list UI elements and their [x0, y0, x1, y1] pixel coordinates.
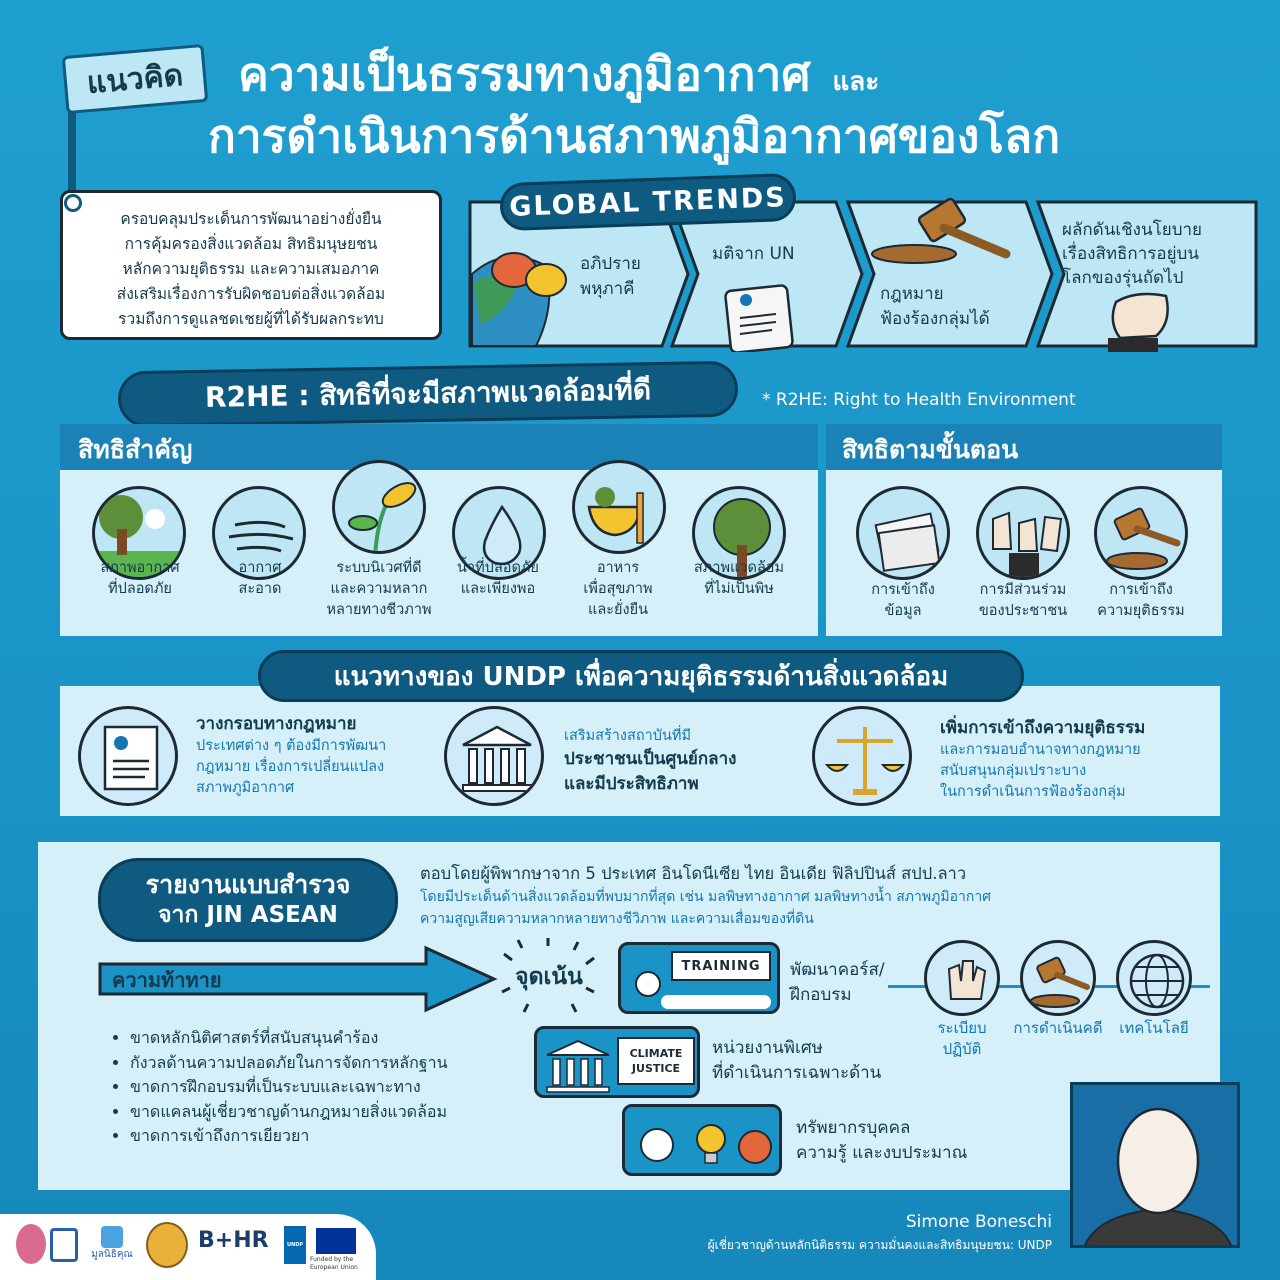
survey-line3: ความสูญเสียความหลากหลายทางชีวิภาพ และความเสื่อมของที่ดิน	[420, 911, 814, 927]
focus-1-label	[790, 958, 930, 1008]
expert-portrait	[1070, 1082, 1240, 1248]
eu-funded-text: Funded by the European Union	[310, 1256, 358, 1271]
undp-item-1-desc2: กฎหมาย เรื่องการเปลี่ยนแปลง	[196, 759, 385, 775]
procedural-right-1-line2: ข้อมูล	[884, 603, 922, 619]
challenge-list	[108, 1026, 518, 1149]
procedure-hand-icon	[924, 940, 1000, 1016]
trend-step-1-line2: พหุภาคี	[580, 279, 635, 299]
undp-item-3-head: เพิ่มการเข้าถึงความยุติธรรม	[940, 718, 1146, 738]
climate-justice-sign-line2: JUSTICE	[631, 1062, 681, 1075]
focus-2-label	[712, 1036, 912, 1086]
undp-item-1-head: วางกรอบทางกฎหมาย	[196, 714, 357, 734]
key-right-3-line3: หลายทางชีวภาพ	[326, 602, 432, 618]
survey-line2: โดยมีประเด็นด้านสิ่งแวดล้อมที่พบมากที่สุด เช่น มลพิษทางอากาศ มลพิษทางน้ำ สภาพภูมิอากาศ	[420, 889, 992, 905]
challenge-item: • ขาดหลักนิติศาสตร์ที่สนับสนุนคำร้อง	[130, 1026, 518, 1051]
undp-item-2-head2: และมีประสิทธิภาพ	[564, 774, 699, 794]
mulnithikhun-logo	[88, 1226, 136, 1270]
training-part-3-line1: เทคโนโลยี	[1119, 1019, 1189, 1037]
challenge-item: • ขาดแคลนผู้เชี่ยวชาญด้านกฎหมายสิ่งแวดล้อม	[130, 1100, 518, 1125]
procedural-right-1-line1: การเข้าถึง	[871, 582, 935, 598]
training-part-2-caption	[1004, 1018, 1112, 1039]
expert-name: Simone Boneschi	[905, 1212, 1052, 1232]
undp-item-1-desc3: สภาพภูมิอากาศ	[196, 780, 295, 796]
key-rights-title: สิทธิสำคัญ	[78, 435, 193, 464]
undp-logo	[284, 1226, 306, 1264]
survey-title	[98, 858, 398, 942]
global-trends-title: GLOBAL TRENDS	[499, 173, 796, 231]
judiciary-seal-logo	[146, 1222, 188, 1268]
page-title-and: และ	[832, 67, 880, 97]
institute-logo	[16, 1224, 46, 1264]
key-right-5-line3: และยั่งยืน	[587, 602, 648, 618]
undp-item-3	[940, 716, 1200, 803]
training-part-1-line1: ระเบียบ	[937, 1019, 987, 1037]
undp-item-2-pre: เสริมสร้างสถาบันที่มี	[564, 728, 692, 744]
key-right-2-line2: อากาศ	[238, 560, 282, 576]
foundation-logo	[50, 1228, 78, 1262]
procedural-right-2-line1: การมีส่วนร่วม	[979, 582, 1067, 598]
undp-title: แนวทางของ UNDP เพื่อความยุติธรรมด้านสิ่งแวดล้อม	[258, 650, 1024, 702]
trend-step-4-line2: เรื่องสิทธิการอยู่บน	[1062, 244, 1199, 264]
key-right-6-line2: สภาพแวดล้อม	[693, 560, 785, 576]
climate-justice-sign	[617, 1037, 695, 1085]
survey-title-line2: จาก JIN ASEAN	[158, 902, 338, 928]
justice-gavel-icon	[1094, 486, 1188, 580]
key-right-4-line3: และเพียงพอ	[460, 581, 536, 597]
focus-burst-icon	[494, 936, 604, 1018]
training-part-1-caption	[916, 1018, 1008, 1060]
undp-item-1-desc1: ประเทศต่าง ๆ ต้องมีการพัฒนา	[196, 738, 387, 754]
trend-step-3-label	[880, 282, 1030, 332]
documents-icon	[856, 486, 950, 580]
focus-1-line1: พัฒนาคอร์ส/	[790, 960, 885, 980]
undp-logo-text: UNDP	[286, 1242, 304, 1248]
trend-step-4-label	[1062, 218, 1258, 290]
key-right-6-line3: ที่ไม่เป็นพิษ	[704, 581, 774, 597]
courthouse-icon	[543, 1037, 613, 1095]
intro-line: หลักความยุติธรรม และความเสมอภาค	[122, 260, 380, 278]
concept-tag	[62, 44, 209, 114]
institution-icon	[444, 706, 544, 806]
key-right-5-caption	[556, 558, 680, 621]
survey-intro	[420, 862, 1210, 930]
pin-icon	[64, 194, 82, 212]
key-right-1-line3: ที่ปลอดภัย	[108, 581, 172, 597]
focus-1-line2: ฝึกอบรม	[790, 985, 852, 1005]
climate-justice-sign-line1: CLIMATE	[629, 1047, 683, 1060]
training-part-1-line2: ปฏิบัติ	[942, 1040, 982, 1058]
intro-box	[60, 190, 442, 340]
ecosystem-icon	[332, 460, 426, 554]
eu-flag-logo	[316, 1228, 356, 1254]
key-right-5-line2: เพื่อสุขภาพ	[583, 581, 653, 597]
undp-item-1	[196, 712, 426, 799]
mulnithikhun-logo-mark	[101, 1226, 123, 1248]
trend-step-2-label: มติจาก UN	[712, 244, 795, 264]
trend-step-1-label	[580, 252, 670, 302]
trend-step-4-line3: โลกของรุ่นถัดไป	[1062, 268, 1184, 288]
bhr-logo: B+HR	[198, 1228, 269, 1253]
key-right-3-line1: ระบบนิเวศที่ดี	[336, 560, 422, 576]
key-right-1-line2: สภาพอากาศ	[100, 560, 180, 576]
key-right-1-caption	[80, 558, 200, 600]
resources-icon	[631, 1113, 779, 1173]
climate-justice-card	[534, 1026, 700, 1098]
challenge-label: ความท้าทาย	[112, 968, 222, 992]
key-right-5-line1: อาหาร	[596, 560, 640, 576]
expert-title: ผู้เชี่ยวชาญด้านหลักนิติธรรม ความมั่นคงและสิทธิมนุษยชน: UNDP	[707, 1238, 1052, 1252]
healthy-food-icon	[572, 460, 666, 554]
procedural-right-3-line1: การเข้าถึง	[1109, 582, 1173, 598]
concept-tag-label: แนวคิด	[85, 57, 185, 101]
trend-step-3-line2: ฟ้องร้องกลุ่มได้	[880, 309, 990, 329]
focus-label-text: จุดเน้น	[515, 964, 583, 990]
focus-2-line2: ที่ดำเนินการเฉพาะด้าน	[712, 1063, 882, 1083]
undp-item-2-head1: ประชาชนเป็นศูนย์กลาง	[564, 749, 737, 769]
trend-step-4-line1: ผลักดันเชิงนโยบาย	[1062, 220, 1202, 240]
focus-3-label	[796, 1116, 996, 1166]
procedural-right-3-line2: ความยุติธรรม	[1097, 603, 1185, 619]
trainer-avatar-icon	[635, 971, 661, 997]
key-right-4-caption	[436, 558, 560, 600]
technology-globe-icon	[1116, 940, 1192, 1016]
challenge-item: • กังวลด้านความปลอดภัยในการจัดการหลักฐาน	[130, 1051, 518, 1076]
intro-line: การคุ้มครองสิ่งแวดล้อม สิทธิมนุษยชน	[124, 235, 378, 253]
training-sign	[671, 951, 771, 981]
key-right-3-line2: และความหลาก	[330, 581, 428, 597]
page-title-main: ความเป็นธรรมทางภูมิอากาศ	[238, 47, 811, 101]
scroll-icon	[725, 285, 793, 352]
procedural-right-3-caption	[1080, 580, 1202, 622]
raised-hands-icon	[976, 486, 1070, 580]
key-right-3-caption	[312, 558, 446, 621]
audience-row	[661, 995, 771, 1009]
training-card	[618, 942, 780, 1014]
procedural-right-1-caption	[842, 580, 964, 622]
litigation-gavel-icon	[1020, 940, 1096, 1016]
focus-2-line1: หน่วยงานพิเศษ	[712, 1038, 823, 1058]
page-title-line2: การดำเนินการด้านสภาพภูมิอากาศของโลก	[208, 109, 1061, 163]
challenge-item: • ขาดการเข้าถึงการเยียวยา	[130, 1124, 518, 1149]
key-right-2-line3: สะอาด	[238, 581, 282, 597]
undp-item-3-desc2: สนับสนุนกลุ่มเปราะบาง	[940, 763, 1087, 779]
resources-card	[622, 1104, 782, 1176]
legal-framework-icon	[78, 706, 178, 806]
procedural-right-2-line2: ของประชาชน	[978, 603, 1068, 619]
procedural-right-2-caption	[962, 580, 1084, 622]
scales-icon	[812, 706, 912, 806]
undp-item-2	[564, 726, 794, 797]
mulnithikhun-logo-text: มูลนิธิคุณ	[91, 1249, 133, 1260]
focus-3-line1: ทรัพยากรบุคคล	[796, 1118, 911, 1138]
survey-title-line1: รายงานแบบสำรวจ	[145, 870, 351, 899]
training-part-3-caption	[1108, 1018, 1200, 1039]
intro-line: รวมถึงการดูแลชดเชยผู้ที่ได้รับผลกระทบ	[118, 310, 384, 328]
training-part-2-line1: การดำเนินคดี	[1013, 1019, 1103, 1037]
trend-step-1-line1: อภิปราย	[580, 254, 641, 274]
undp-item-3-desc1: และการมอบอำนาจทางกฎหมาย	[940, 742, 1141, 758]
focus-3-line2: ความรู้ และงบประมาณ	[796, 1143, 968, 1163]
page-title-line1	[238, 38, 998, 102]
key-right-6-caption	[676, 558, 802, 600]
training-sign-text: TRAINING	[681, 958, 761, 974]
r2he-title: R2HE : สิทธิที่จะมีสภาพแวดล้อมที่ดี	[118, 361, 739, 428]
procedural-rights-title: สิทธิตามขั้นตอน	[842, 435, 1019, 464]
r2he-note: * R2HE: Right to Health Environment	[762, 390, 1076, 410]
survey-line1: ตอบโดยผู้พิพากษาจาก 5 ประเทศ อินโดนีเซีย ไทย อินเดีย ฟิลิปปินส์ สปป.ลาว	[420, 864, 967, 883]
intro-line: ส่งเสริมเรื่องการรับผิดชอบต่อสิ่งแวดล้อม	[116, 285, 386, 303]
undp-item-3-desc3: ในการดำเนินการฟ้องร้องกลุ่ม	[940, 784, 1126, 800]
key-right-4-line2: น้ำที่ปลอดภัย	[457, 560, 539, 576]
intro-line: ครอบคลุมประเด็นการพัฒนาอย่างยั่งยืน	[120, 210, 382, 228]
key-right-2-caption	[200, 558, 320, 600]
trend-step-3-line1: กฎหมาย	[880, 284, 944, 304]
challenge-item: • ขาดการฝึกอบรมที่เป็นระบบและเฉพาะทาง	[130, 1075, 518, 1100]
